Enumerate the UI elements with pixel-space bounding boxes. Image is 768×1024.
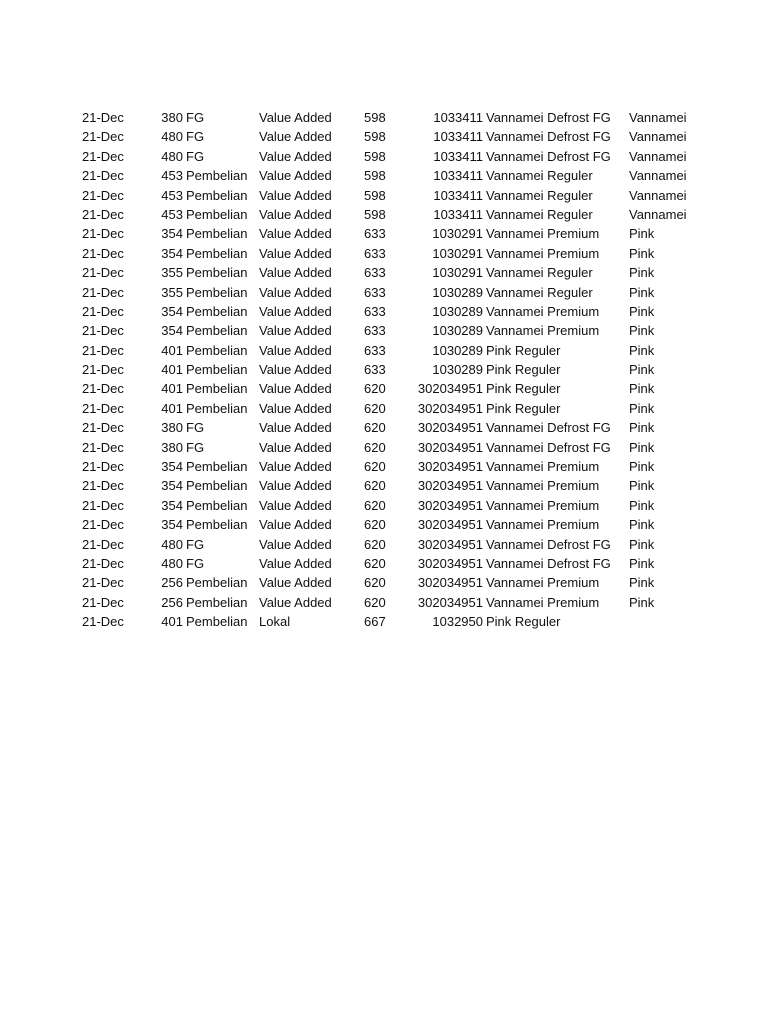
code-cell: 598	[364, 187, 386, 203]
category-cell: Pink	[629, 400, 655, 416]
category-cell: Pink	[629, 245, 655, 261]
table-row	[0, 283, 768, 302]
description-cell: Pink Reguler	[486, 342, 561, 358]
item-number-cell: 1030289	[432, 362, 483, 378]
description-cell: Vannamei Reguler	[486, 168, 593, 184]
code-cell: 633	[364, 265, 386, 281]
item-number-cell: 1030289	[432, 323, 483, 339]
item-number-cell: 1033411	[433, 129, 483, 145]
date-cell: 21-Dec	[82, 226, 124, 242]
source-cell: Pembelian	[186, 303, 248, 319]
type-cell: Value Added	[259, 129, 332, 145]
source-cell: Pembelian	[186, 517, 248, 533]
number-cell: 401	[161, 614, 183, 630]
date-cell: 21-Dec	[82, 420, 124, 436]
date-cell: 21-Dec	[82, 303, 124, 319]
description-cell: Vannamei Premium	[486, 459, 600, 475]
item-number-cell: 302034951	[417, 575, 483, 591]
code-cell: 598	[364, 206, 386, 222]
table-row	[0, 612, 768, 631]
code-cell: 620	[364, 400, 386, 416]
category-cell: Pink	[629, 517, 655, 533]
type-cell: Value Added	[259, 536, 332, 552]
date-cell: 21-Dec	[82, 575, 124, 591]
description-cell: Vannamei Defrost FG	[486, 110, 611, 125]
type-cell: Value Added	[259, 206, 332, 222]
source-cell: Pembelian	[186, 206, 248, 222]
type-cell: Value Added	[259, 478, 332, 494]
description-cell: Vannamei Reguler	[486, 284, 593, 300]
description-cell: Vannamei Reguler	[486, 265, 593, 281]
category-cell: Pink	[629, 497, 655, 513]
code-cell: 633	[364, 245, 386, 261]
description-cell: Pink Reguler	[486, 362, 561, 378]
item-number-cell: 1032950	[432, 614, 483, 630]
type-cell: Value Added	[259, 245, 332, 261]
number-cell: 401	[161, 381, 183, 397]
number-cell: 401	[161, 342, 183, 358]
item-number-cell: 1033411	[433, 168, 483, 184]
date-cell: 21-Dec	[82, 478, 124, 494]
description-cell: Vannamei Premium	[486, 478, 600, 494]
number-cell: 453	[161, 187, 183, 203]
date-cell: 21-Dec	[82, 614, 124, 630]
date-cell: 21-Dec	[82, 187, 124, 203]
source-cell: Pembelian	[186, 226, 248, 242]
source-cell: Pembelian	[186, 342, 248, 358]
item-number-cell: 1033411	[433, 187, 483, 203]
category-cell: Pink	[629, 303, 655, 319]
type-cell: Value Added	[259, 284, 332, 300]
type-cell: Value Added	[259, 303, 332, 319]
category-cell: Vannamei	[629, 206, 687, 222]
table-row	[0, 302, 768, 321]
table-row	[0, 205, 768, 224]
date-cell: 21-Dec	[82, 459, 124, 475]
category-cell: Vannamei	[629, 148, 687, 164]
code-cell: 633	[364, 303, 386, 319]
type-cell: Lokal	[259, 614, 291, 630]
code-cell: 620	[364, 594, 386, 610]
description-cell: Vannamei Defrost FG	[486, 420, 611, 436]
number-cell: 480	[161, 148, 183, 164]
item-number-cell: 302034951	[417, 420, 483, 436]
date-cell: 21-Dec	[82, 517, 124, 533]
category-cell: Pink	[629, 362, 655, 378]
category-cell: Vannamei	[629, 168, 687, 184]
code-cell: 598	[364, 110, 386, 125]
table-row	[0, 515, 768, 534]
data-table	[0, 108, 768, 632]
code-cell: 620	[364, 497, 386, 513]
source-cell: Pembelian	[186, 187, 248, 203]
number-cell: 453	[161, 206, 183, 222]
source-cell: Pembelian	[186, 497, 248, 513]
table-row	[0, 224, 768, 243]
table-row	[0, 438, 768, 457]
type-cell: Value Added	[259, 362, 332, 378]
date-cell: 21-Dec	[82, 284, 124, 300]
date-cell: 21-Dec	[82, 594, 124, 610]
type-cell: Value Added	[259, 497, 332, 513]
item-number-cell: 302034951	[417, 400, 483, 416]
source-cell: FG	[186, 129, 205, 145]
category-cell: Pink	[629, 478, 655, 494]
type-cell: Value Added	[259, 226, 332, 242]
source-cell: Pembelian	[186, 478, 248, 494]
source-cell: Pembelian	[186, 594, 248, 610]
date-cell: 21-Dec	[82, 206, 124, 222]
type-cell: Value Added	[259, 594, 332, 610]
category-cell: Pink	[629, 381, 655, 397]
category-cell: Pink	[629, 594, 655, 610]
date-cell: 21-Dec	[82, 168, 124, 184]
date-cell: 21-Dec	[82, 148, 124, 164]
category-cell: Pink	[629, 459, 655, 475]
description-cell: Vannamei Premium	[486, 575, 600, 591]
source-cell: Pembelian	[186, 575, 248, 591]
number-cell: 401	[161, 400, 183, 416]
code-cell: 598	[364, 168, 386, 184]
table-row	[0, 399, 768, 418]
source-cell: FG	[186, 439, 205, 455]
description-cell: Vannamei Defrost FG	[486, 148, 611, 164]
number-cell: 480	[161, 129, 183, 145]
number-cell: 354	[161, 226, 183, 242]
code-cell: 633	[364, 342, 386, 358]
code-cell: 633	[364, 323, 386, 339]
code-cell: 620	[364, 459, 386, 475]
source-cell: Pembelian	[186, 323, 248, 339]
code-cell: 620	[364, 517, 386, 533]
number-cell: 453	[161, 168, 183, 184]
date-cell: 21-Dec	[82, 362, 124, 378]
source-cell: Pembelian	[186, 265, 248, 281]
table-row	[0, 496, 768, 515]
table-row	[0, 263, 768, 282]
category-cell: Pink	[629, 536, 655, 552]
description-cell: Vannamei Premium	[486, 497, 600, 513]
category-cell: Pink	[629, 323, 655, 339]
date-cell: 21-Dec	[82, 555, 124, 571]
number-cell: 354	[161, 323, 183, 339]
description-cell: Pink Reguler	[486, 614, 561, 630]
date-cell: 21-Dec	[82, 245, 124, 261]
number-cell: 354	[161, 303, 183, 319]
item-number-cell: 302034951	[417, 497, 483, 513]
code-cell: 620	[364, 478, 386, 494]
item-number-cell: 302034951	[417, 381, 483, 397]
category-cell: Pink	[629, 265, 655, 281]
item-number-cell: 1030291	[432, 226, 483, 242]
category-cell: Pink	[629, 284, 655, 300]
date-cell: 21-Dec	[82, 381, 124, 397]
table-row	[0, 127, 768, 146]
date-cell: 21-Dec	[82, 342, 124, 358]
category-cell: Pink	[629, 226, 655, 242]
code-cell: 620	[364, 439, 386, 455]
item-number-cell: 1033411	[433, 148, 483, 164]
table-row	[0, 108, 768, 127]
category-cell: Vannamei	[629, 187, 687, 203]
number-cell: 354	[161, 497, 183, 513]
code-cell: 598	[364, 129, 386, 145]
category-cell: Vannamei	[629, 110, 687, 125]
code-cell: 633	[364, 284, 386, 300]
item-number-cell: 302034951	[417, 439, 483, 455]
source-cell: Pembelian	[186, 614, 248, 630]
number-cell: 256	[161, 594, 183, 610]
type-cell: Value Added	[259, 555, 332, 571]
source-cell: Pembelian	[186, 284, 248, 300]
number-cell: 401	[161, 362, 183, 378]
code-cell: 667	[364, 614, 386, 630]
item-number-cell: 1030289	[432, 342, 483, 358]
description-cell: Vannamei Reguler	[486, 187, 593, 203]
description-cell: Vannamei Premium	[486, 303, 600, 319]
item-number-cell: 1030291	[432, 245, 483, 261]
type-cell: Value Added	[259, 265, 332, 281]
type-cell: Value Added	[259, 517, 332, 533]
number-cell: 354	[161, 245, 183, 261]
table-row	[0, 535, 768, 554]
table-row	[0, 166, 768, 185]
number-cell: 380	[161, 110, 183, 125]
table-row	[0, 379, 768, 398]
description-cell: Vannamei Reguler	[486, 206, 593, 222]
description-cell: Vannamei Premium	[486, 245, 600, 261]
table-row	[0, 593, 768, 612]
table-row	[0, 554, 768, 573]
date-cell: 21-Dec	[82, 323, 124, 339]
category-cell: Pink	[629, 420, 655, 436]
code-cell: 620	[364, 536, 386, 552]
date-cell: 21-Dec	[82, 439, 124, 455]
source-cell: Pembelian	[186, 459, 248, 475]
table-row	[0, 573, 768, 592]
code-cell: 620	[364, 555, 386, 571]
type-cell: Value Added	[259, 148, 332, 164]
table-row	[0, 244, 768, 263]
number-cell: 355	[161, 265, 183, 281]
category-cell: Pink	[629, 575, 655, 591]
type-cell: Value Added	[259, 187, 332, 203]
item-number-cell: 1033411	[433, 206, 483, 222]
description-cell: Vannamei Premium	[486, 594, 600, 610]
type-cell: Value Added	[259, 400, 332, 416]
type-cell: Value Added	[259, 342, 332, 358]
table-row	[0, 418, 768, 437]
description-cell: Vannamei Defrost FG	[486, 555, 611, 571]
item-number-cell: 302034951	[417, 478, 483, 494]
description-cell: Vannamei Premium	[486, 323, 600, 339]
source-cell: FG	[186, 110, 205, 125]
type-cell: Value Added	[259, 381, 332, 397]
source-cell: Pembelian	[186, 168, 248, 184]
table-row	[0, 360, 768, 379]
code-cell: 633	[364, 362, 386, 378]
type-cell: Value Added	[259, 459, 332, 475]
code-cell: 620	[364, 575, 386, 591]
table-row	[0, 341, 768, 360]
date-cell: 21-Dec	[82, 265, 124, 281]
type-cell: Value Added	[259, 168, 332, 184]
date-cell: 21-Dec	[82, 129, 124, 145]
code-cell: 598	[364, 148, 386, 164]
number-cell: 354	[161, 459, 183, 475]
number-cell: 380	[161, 439, 183, 455]
table-row	[0, 186, 768, 205]
code-cell: 620	[364, 381, 386, 397]
description-cell: Vannamei Defrost FG	[486, 129, 611, 145]
item-number-cell: 302034951	[417, 555, 483, 571]
item-number-cell: 1030289	[432, 284, 483, 300]
type-cell: Value Added	[259, 439, 332, 455]
source-cell: Pembelian	[186, 245, 248, 261]
type-cell: Value Added	[259, 323, 332, 339]
table-row	[0, 147, 768, 166]
category-cell: Pink	[629, 439, 655, 455]
item-number-cell: 1030291	[432, 265, 483, 281]
table-row	[0, 476, 768, 495]
item-number-cell: 302034951	[417, 517, 483, 533]
description-cell: Vannamei Premium	[486, 226, 600, 242]
category-cell: Pink	[629, 342, 655, 358]
number-cell: 354	[161, 478, 183, 494]
description-cell: Vannamei Defrost FG	[486, 439, 611, 455]
source-cell: Pembelian	[186, 400, 248, 416]
description-cell: Pink Reguler	[486, 381, 561, 397]
category-cell: Vannamei	[629, 129, 687, 145]
source-cell: FG	[186, 536, 205, 552]
item-number-cell: 302034951	[417, 594, 483, 610]
source-cell: Pembelian	[186, 362, 248, 378]
description-cell: Pink Reguler	[486, 400, 561, 416]
number-cell: 256	[161, 575, 183, 591]
item-number-cell: 1033411	[433, 110, 483, 125]
number-cell: 354	[161, 517, 183, 533]
source-cell: FG	[186, 555, 205, 571]
number-cell: 380	[161, 420, 183, 436]
source-cell: FG	[186, 148, 205, 164]
number-cell: 355	[161, 284, 183, 300]
category-cell: Pink	[629, 555, 655, 571]
item-number-cell: 302034951	[417, 536, 483, 552]
type-cell: Value Added	[259, 575, 332, 591]
code-cell: 620	[364, 420, 386, 436]
source-cell: FG	[186, 420, 205, 436]
table-row	[0, 457, 768, 476]
date-cell: 21-Dec	[82, 400, 124, 416]
table-row	[0, 321, 768, 340]
date-cell: 21-Dec	[82, 110, 124, 125]
type-cell: Value Added	[259, 110, 332, 125]
date-cell: 21-Dec	[82, 497, 124, 513]
code-cell: 633	[364, 226, 386, 242]
item-number-cell: 302034951	[417, 459, 483, 475]
description-cell: Vannamei Premium	[486, 517, 600, 533]
source-cell: Pembelian	[186, 381, 248, 397]
description-cell: Vannamei Defrost FG	[486, 536, 611, 552]
type-cell: Value Added	[259, 420, 332, 436]
number-cell: 480	[161, 555, 183, 571]
item-number-cell: 1030289	[432, 303, 483, 319]
date-cell: 21-Dec	[82, 536, 124, 552]
number-cell: 480	[161, 536, 183, 552]
